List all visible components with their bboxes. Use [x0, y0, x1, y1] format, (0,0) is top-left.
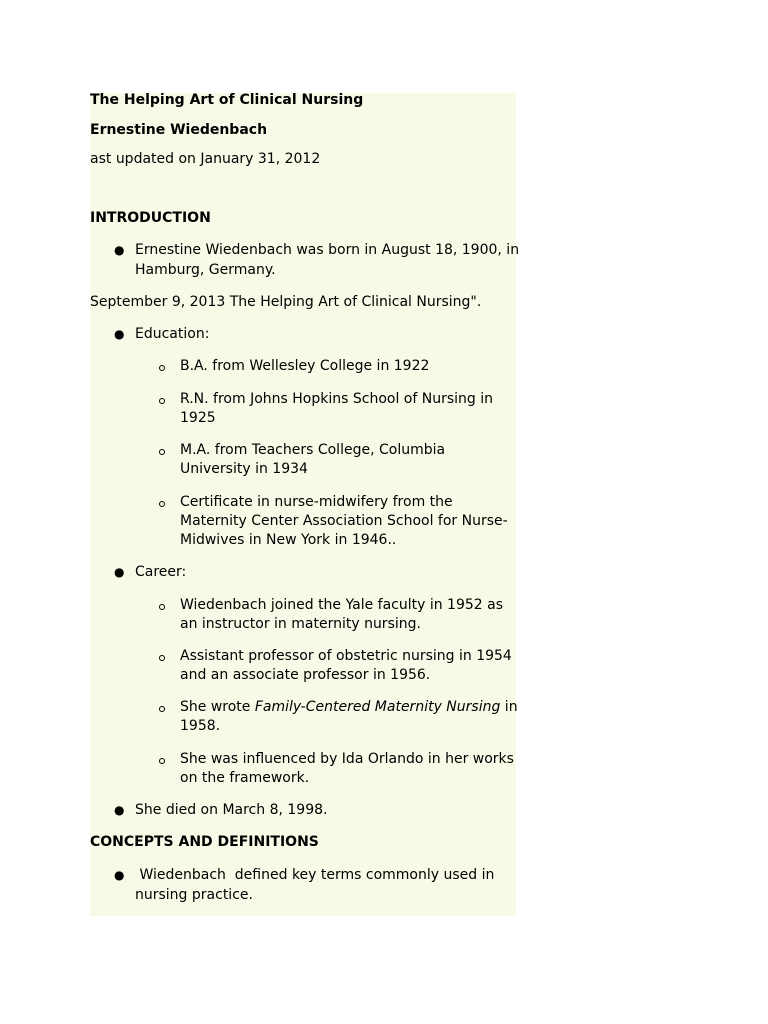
education-item: University in 1934	[180, 461, 308, 477]
updated-date: ast updated on January 31, 2012	[90, 151, 321, 167]
circle-bullet-icon	[159, 706, 165, 712]
circle-bullet-icon	[159, 365, 165, 371]
education-item: B.A. from Wellesley College in 1922	[180, 358, 430, 374]
career-label: Career:	[135, 564, 187, 580]
concepts-text-line2: nursing practice.	[135, 887, 253, 903]
introduction-heading: INTRODUCTION	[90, 210, 211, 226]
circle-bullet-icon	[159, 398, 165, 404]
circle-bullet-icon	[159, 449, 165, 455]
bullet-icon: ●	[114, 868, 125, 882]
career-item	[180, 698, 518, 718]
bullet-icon: ●	[114, 327, 125, 341]
education-item: M.A. from Teachers College, Columbia	[180, 442, 446, 458]
career-item: She was influenced by Ida Orlando in her works	[180, 751, 514, 767]
concepts-heading: CONCEPTS AND DEFINITIONS	[90, 834, 319, 850]
book-title: Family-Centered Maternity Nursing	[254, 699, 501, 715]
education-label: Education:	[135, 326, 210, 342]
career-item: on the framework.	[180, 770, 310, 786]
circle-bullet-icon	[159, 758, 165, 764]
author-name: Ernestine Wiedenbach	[90, 122, 268, 138]
bullet-icon: ●	[114, 243, 125, 257]
education-item: R.N. from Johns Hopkins School of Nursing in	[180, 391, 493, 407]
education-item: 1925	[180, 410, 216, 426]
career-item: an instructor in maternity nursing.	[180, 616, 421, 632]
career-item: Assistant professor of obstetric nursing in 1954	[180, 648, 512, 664]
died-text: She died on March 8, 1998.	[135, 802, 328, 818]
education-item: Midwives in New York in 1946..	[180, 532, 397, 548]
bullet-icon: ●	[114, 803, 125, 817]
education-item: Certificate in nurse-midwifery from the	[180, 494, 453, 510]
career-item: and an associate professor in 1956.	[180, 667, 431, 683]
career-item: Wiedenbach joined the Yale faculty in 1952 as	[180, 597, 504, 613]
education-item: Maternity Center Association School for Nurse-	[180, 513, 508, 529]
born-text-line1: Ernestine Wiedenbach was born in August 18, 1900, in	[135, 242, 520, 258]
career-item: 1958.	[180, 718, 221, 734]
date-line: September 9, 2013 The Helping Art of Clinical Nursing".	[90, 294, 482, 310]
career-item-prefix: She wrote	[180, 699, 255, 715]
circle-bullet-icon	[159, 604, 165, 610]
born-text-line2: Hamburg, Germany.	[135, 262, 276, 278]
circle-bullet-icon	[159, 655, 165, 661]
career-item-suffix: in	[500, 699, 518, 715]
concepts-text-line1: Wiedenbach defined key terms commonly used in	[135, 867, 495, 883]
circle-bullet-icon	[159, 501, 165, 507]
bullet-icon: ●	[114, 565, 125, 579]
document-title: The Helping Art of Clinical Nursing	[90, 92, 364, 108]
